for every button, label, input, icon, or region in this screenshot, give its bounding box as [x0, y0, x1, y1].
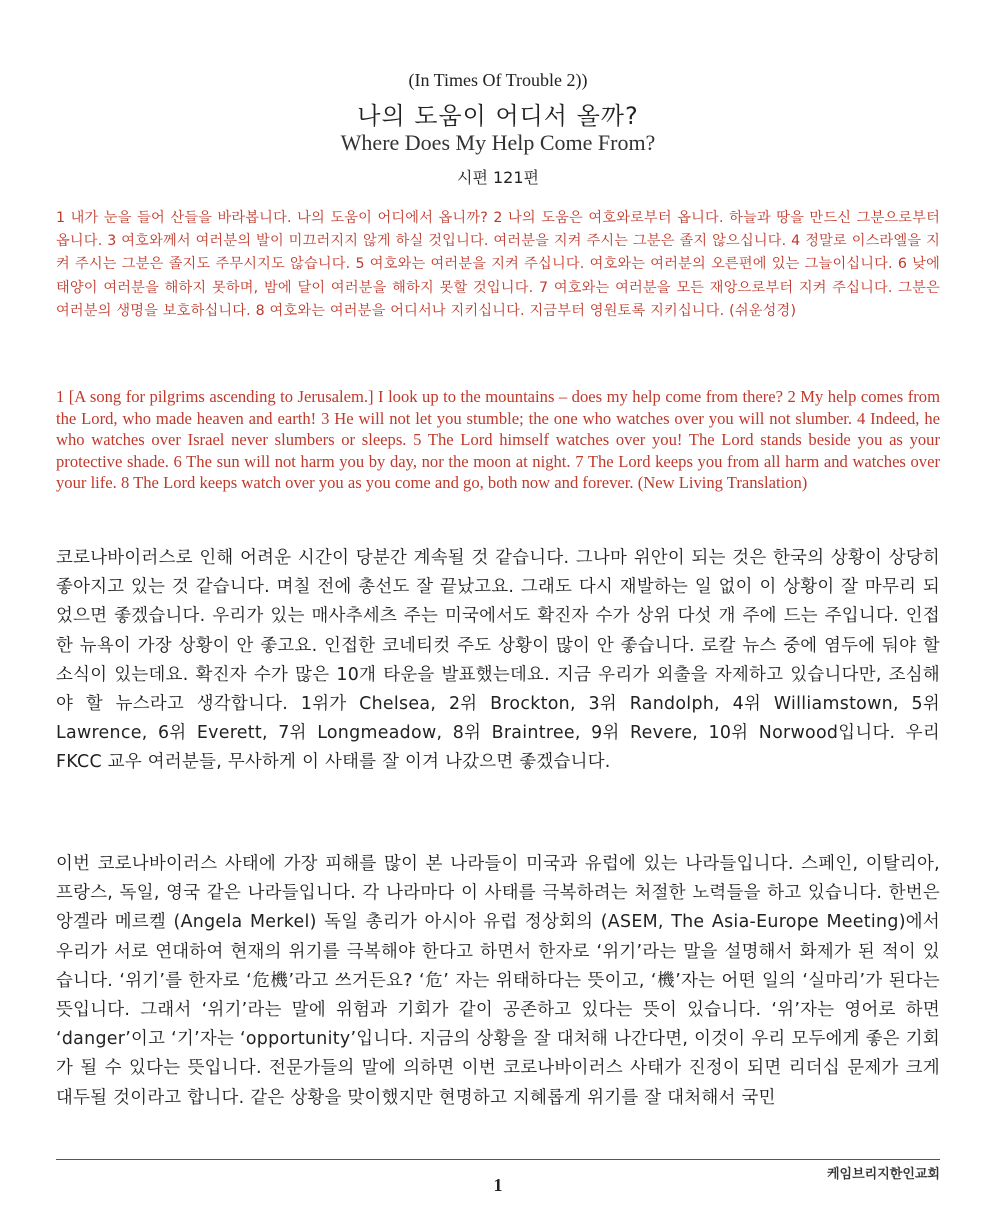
church-name: 케임브리지한인교회 [826, 1167, 940, 1182]
page-number: 1 [493, 1175, 503, 1195]
footer-divider [56, 1159, 940, 1160]
scripture-text-korean: 1 내가 눈을 들어 산들을 바라봅니다. 나의 도움이 어디에서 옵니까? 2 나의 도움은 여호와로부터 옵니다. 하늘과 땅을 만드신 그분으로부터 옵니다. 3 여호와께서 여러분의 발이 미끄러지지 않게 하실 것입니다. 여러분을 지켜 주시는 그분은 졸지 않으십니다. 4 정말로 이스라엘을 지켜 주시는 그분은 졸지도 주무시지도 않습니다. 5 여호와는 여러분을 지켜 주십니다. 여호와는 여러분의 오른편에 있는 그늘이십니다. 6 낮에 태양이 여러분을 해하지 못하며, 밤에 달이 여러분을 해하지 못할 것입니다. 7 여호와는 여러분을 모든 재앙으로부터 지켜 주십니다. 그분은 여러분의 생명을 보호하십니다. 8 여호와는 여러분을 어디서나 지키십니다. 지금부터 영원토록 지키십니다. (쉬운성경) [56, 210, 940, 319]
sermon-title-english: Where Does My Help Come From? [340, 130, 656, 155]
document-page [56, 0, 940, 1215]
body-paragraph-1: 코로나바이러스로 인해 어려운 시간이 당분간 계속될 것 같습니다. 그나마 위안이 되는 것은 한국의 상황이 상당히 좋아지고 있는 것 같습니다. 며칠 전에 총선도 잘 끝났고요. 그래도 다시 재발하는 일 없이 이 상황이 잘 마무리 되었으면 좋겠습니다. 우리가 있는 매사추세츠 주는 미국에서도 확진자 수가 상위 다섯 개 주에 드는 주입니다. 인접한 뉴욕이 가장 상황이 안 좋고요. 인접한 코네티컷 주도 상황이 많이 안 좋습니다. 로칼 뉴스 중에 염두에 둬야 할 소식이 있는데요. 확진자 수가 많은 10개 타운을 발표했는데요. 지금 우리가 외출을 자제하고 있습니다만, 조심해야 할 뉴스라고 생각합니다. 1위가 Chelsea, 2위 Brockton, 3위 Randolph, 4위 Williamstown, 5위 Lawrence, 6위 Everett, 7위 Longmeadow, 8위 Braintree, 9위 Revere, 10위 Norwood입니다. 우리 FKCC 교우 여러분들, 무사하게 이 사태를 잘 이겨 나갔으면 좋겠습니다. [56, 548, 940, 773]
scripture-reference: 시편 121편 [457, 168, 539, 187]
scripture-text-english: 1 [A song for pilgrims ascending to Jerusalem.] I look up to the mountains – does my help come from there? 2 My help comes from the Lord, who made heaven and earth! 3 He will not let you stumble; the one who watches over you will not slumber. 4 Indeed, he who watches over Israel never slumbers or sleeps. 5 The Lord himself watches over you! The Lord stands beside you as your protective shade. 6 The sun will not harm you by day, nor the moon at night. 7 The Lord keeps you from all harm and watches over your life. 8 The Lord keeps watch over you as you come and go, both now and forever. (New Living Translation) [56, 387, 940, 493]
body-paragraph-2: 이번 코로나바이러스 사태에 가장 피해를 많이 본 나라들이 미국과 유럽에 있는 나라들입니다. 스페인, 이탈리아, 프랑스, 독일, 영국 같은 나라들입니다. 각 나라마다 이 사태를 극복하려는 처절한 노력들을 하고 있습니다. 한번은 앙겔라 메르켈 (Angela Merkel) 독일 총리가 아시아 유럽 정상회의 (ASEM, The Asia-Europe Meeting)에서 우리가 서로 연대하여 현재의 위기를 극복해야 한다고 하면서 한자로 ‘위기’라는 말을 설명해서 화제가 된 적이 있습니다. ‘위기’를 한자로 ‘危機’라고 쓰거든요? ‘危’ 자는 위태하다는 뜻이고, ‘機’자는 어떤 일의 ‘실마리’가 된다는 뜻입니다. 그래서 ‘위기’라는 말에 위험과 기회가 같이 공존하고 있다는 뜻이 있습니다. ‘위’자는 영어로 하면 ‘danger’이고 ‘기’자는 ‘opportunity’입니다. 지금의 상황을 잘 대처해 나간다면, 이것이 우리 모두에게 좋은 기회가 될 수 있다는 뜻입니다. 전문가들의 말에 의하면 이번 코로나바이러스 사태가 진정이 되면 리더십 문제가 크게 대두될 것이라고 합니다. 같은 상황을 맞이했지만 현명하고 지혜롭게 위기를 잘 대처해서 국민 [56, 854, 940, 1108]
series-title: (In Times Of Trouble 2)) [408, 70, 588, 90]
sermon-title-korean: 나의 도움이 어디서 올까? [357, 102, 639, 130]
